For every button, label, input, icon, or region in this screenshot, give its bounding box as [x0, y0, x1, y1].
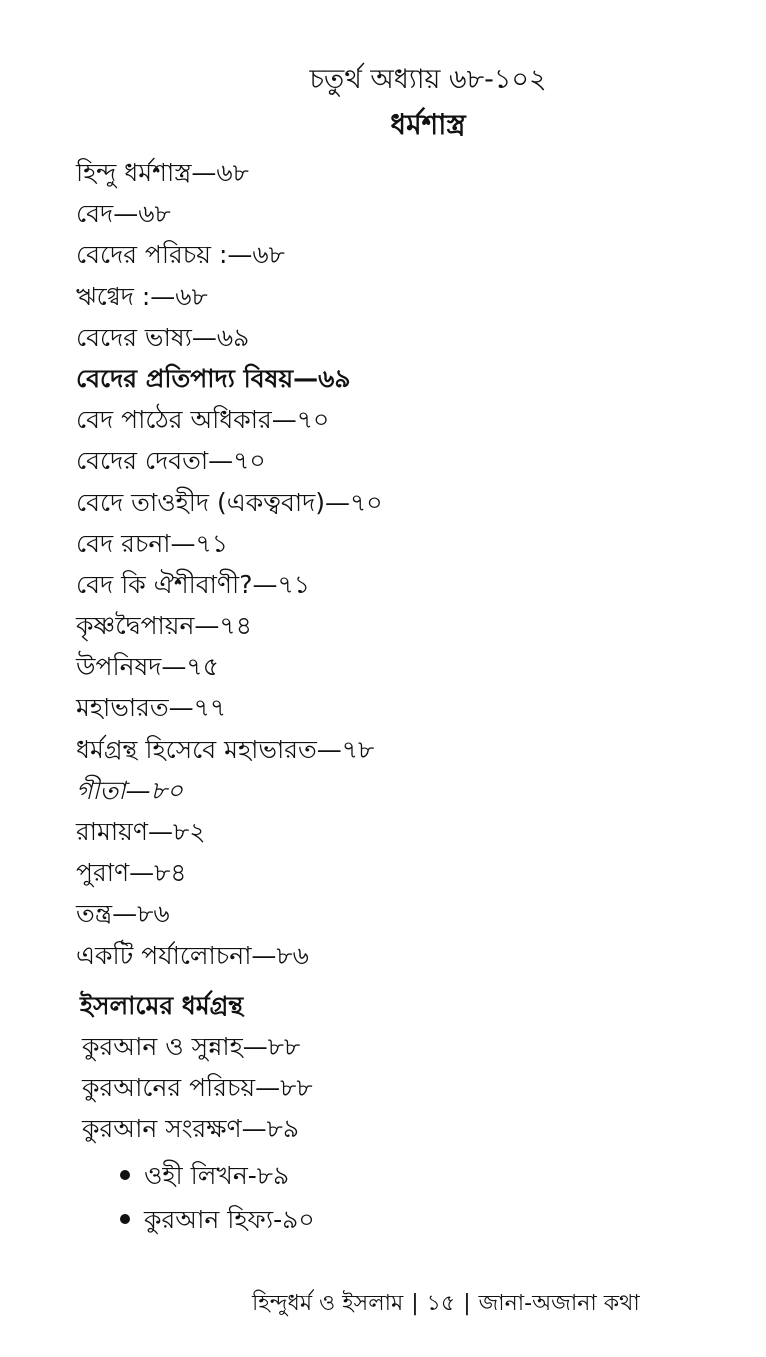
- bullet-dot-icon: [120, 1214, 130, 1224]
- toc-entry: কুরআন ও সুন্নাহ—৮৮: [82, 1032, 301, 1061]
- toc-entry: গীতা—৮০: [76, 775, 184, 805]
- islam-subheading: ইসলামের ধর্মগ্রন্থ: [80, 991, 244, 1020]
- toc-entry: হিন্দু ধর্মশাস্ত্র—৬৮: [76, 158, 249, 187]
- bullet-list: [120, 1154, 746, 1242]
- toc-entry: বেদের পরিচয় :—৬৮: [76, 240, 285, 270]
- toc-entry: কুরআন সংরক্ষণ—৮৯: [82, 1114, 300, 1143]
- toc-entry: বেদ কি ঐশীবাণী?—৭১: [76, 569, 310, 599]
- toc-entry: বেদ—৬৮: [76, 199, 171, 229]
- toc-entry: বেদের প্রতিপাদ্য বিষয়—৬৯: [76, 363, 351, 393]
- bullet-item: [120, 1154, 746, 1198]
- bullet-text: কুরআন হিফ্য-৯০: [144, 1205, 315, 1234]
- page-footer: [252, 1286, 640, 1322]
- toc-entry: ধর্মগ্রন্থ হিসেবে মহাভারত—৭৮: [76, 734, 375, 764]
- islam-toc-list: [82, 1026, 746, 1149]
- bullet-text: ওহী লিখন-৮৯: [144, 1161, 290, 1190]
- toc-entry: বেদের ভাষ্য—৬৯: [76, 322, 250, 352]
- toc-entry: রামায়ণ—৮২: [76, 817, 206, 846]
- toc-list: [76, 152, 746, 976]
- toc-entry: কুরআনের পরিচয়—৮৮: [82, 1073, 313, 1102]
- toc-entry: তন্ত্র—৮৬: [76, 899, 170, 929]
- bullet-dot-icon: [120, 1170, 130, 1180]
- toc-entry: বেদে তাওহীদ (একত্ববাদ)—৭০: [76, 487, 383, 517]
- toc-entry: একটি পর্যালোচনা—৮৬: [76, 940, 309, 970]
- toc-entry: ঋগ্বেদ :—৬৮: [76, 281, 208, 311]
- toc-entry: পুরাণ—৮৪: [76, 858, 187, 888]
- footer-page-number: ১৫: [426, 1291, 456, 1316]
- chapter-heading: চতুর্থ অধ্যায় ৬৮-১০২: [309, 64, 547, 95]
- footer-book-title: হিন্দুধর্ম ও ইসলাম: [252, 1291, 404, 1316]
- toc-entry: উপনিষদ—৭৫: [76, 652, 219, 682]
- toc-entry: বেদের দেবতা—৭০: [76, 446, 266, 476]
- footer-separator: |: [411, 1291, 419, 1316]
- footer-series: জানা-অজানা কথা: [478, 1291, 640, 1316]
- bullet-item: [120, 1198, 746, 1242]
- toc-entry: কৃষ্ণদ্বৈপায়ন—৭৪: [76, 611, 252, 641]
- toc-entry: মহাভারত—৭৭: [76, 693, 227, 723]
- section-heading: ধর্মশাস্ত্র: [390, 108, 466, 141]
- toc-entry: বেদ পাঠের অধিকার—৭০: [76, 405, 330, 435]
- toc-entry: বেদ রচনা—৭১: [76, 528, 229, 558]
- footer-separator: |: [463, 1291, 471, 1316]
